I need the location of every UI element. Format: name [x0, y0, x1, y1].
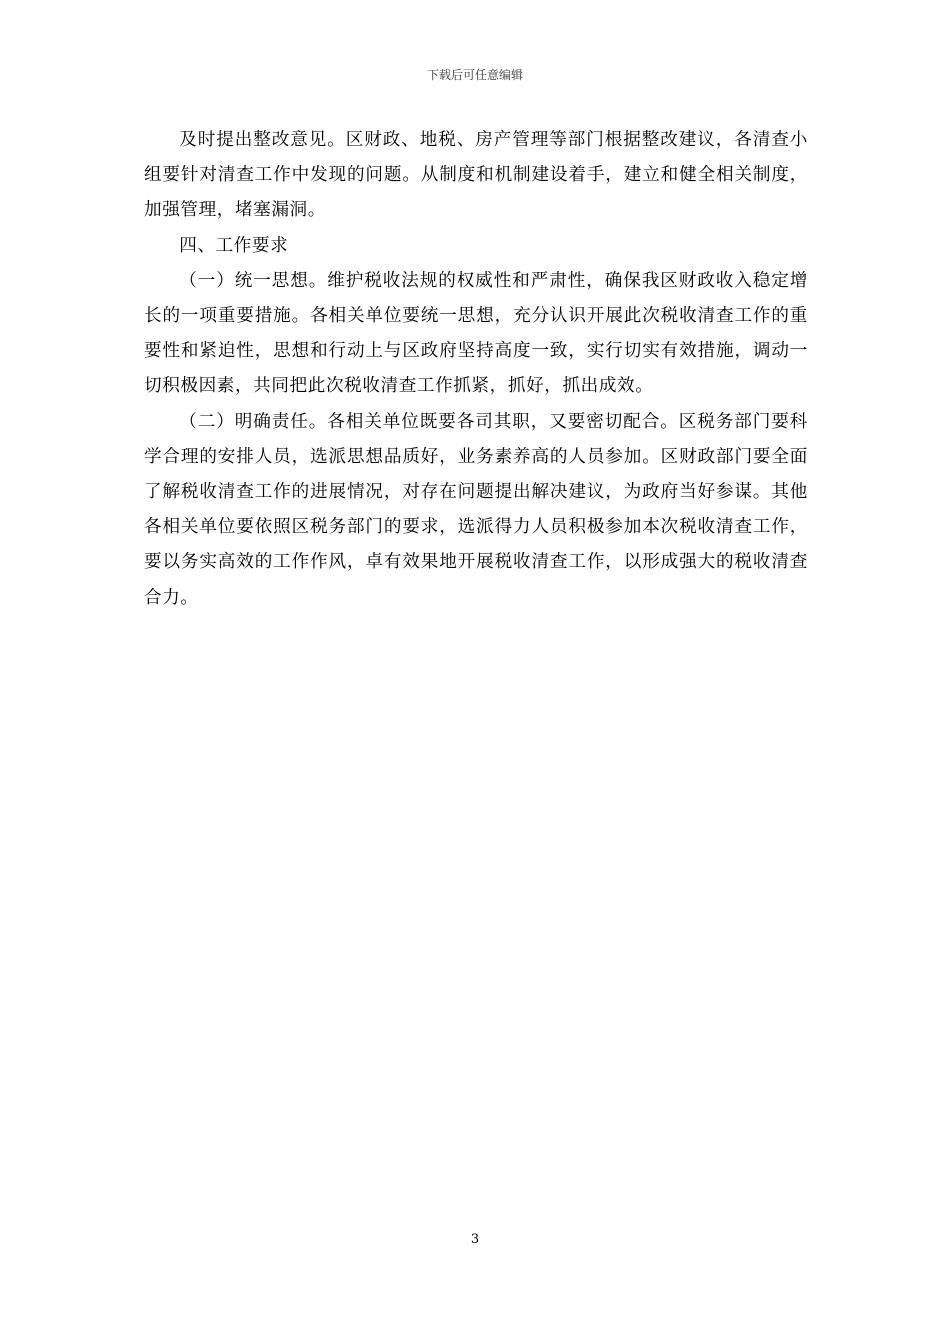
- header-download-note: 下载后可任意编辑: [426, 68, 523, 82]
- document-body: [144, 123, 808, 616]
- section-heading-work-requirements: 四、工作要求: [179, 235, 289, 256]
- paragraph-rectification: 及时提出整改意见。区财政、地税、房产管理等部门根据整改建议，各清查小组要针对清查工作中发现的问题。从制度和机制建设着手，建立和健全相关制度，加强管理，堵塞漏洞。: [144, 130, 808, 221]
- paragraph-clarify-responsibility: （二）明确责任。各相关单位既要各司其职，又要密切配合。区税务部门要科学合理的安排人员，选派思想品质好，业务素养高的人员参加。区财政部门要全面了解税收清查工作的进展情况，对存在问题提出解决建议，为政府当好参谋。其他各相关单位要依照区税务部门的要求，选派得力人员积极参加本次税收清查工作，要以务实高效的工作作风，卓有效果地开展税收清查工作，以形成强大的税收清查合力。: [144, 411, 808, 608]
- paragraph-unify-thinking: （一）统一思想。维护税收法规的权威性和严肃性，确保我区财政收入稳定增长的一项重要措施。各相关单位要统一思想，充分认识开展此次税收清查工作的重要性和紧迫性，思想和行动上与区政府坚持高度一致，实行切实有效措施，调动一切积极因素，共同把此次税收清查工作抓紧，抓好，抓出成效。: [144, 270, 808, 397]
- page-number: 3: [470, 1232, 480, 1247]
